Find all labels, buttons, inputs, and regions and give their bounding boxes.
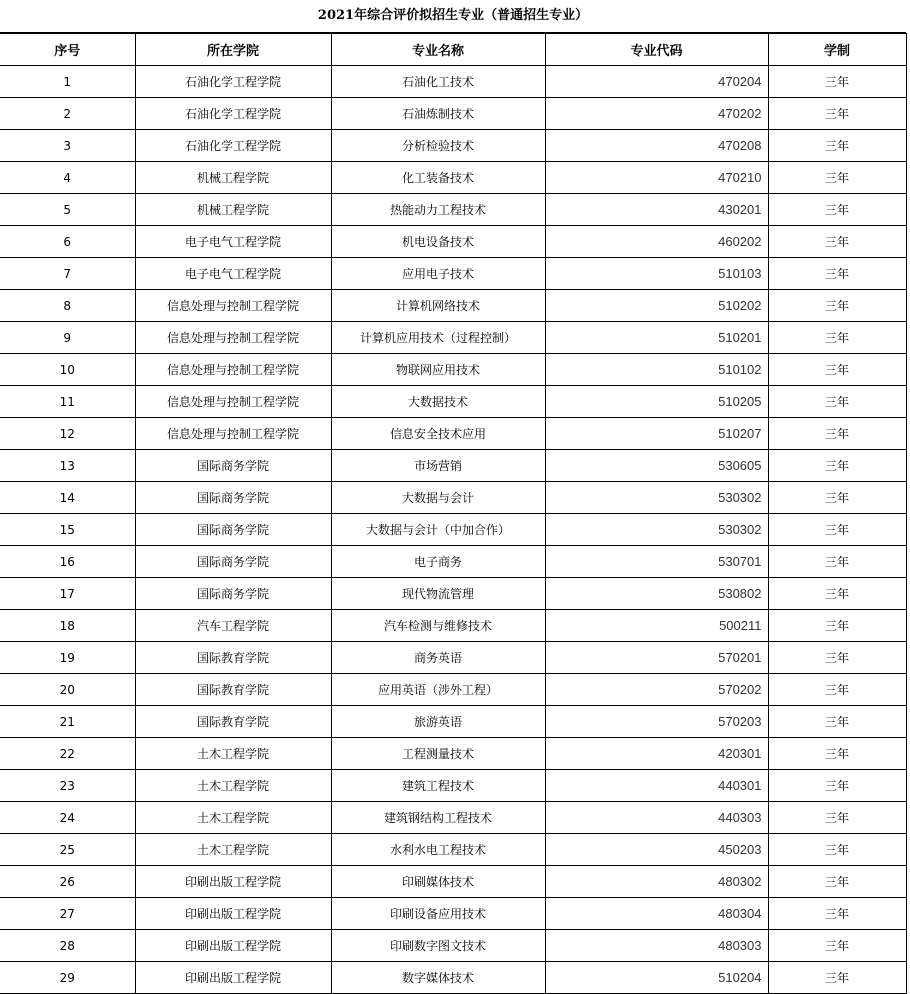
row-code-cell: 420301: [545, 738, 768, 770]
row-duration-cell: 三年: [768, 98, 906, 130]
row-college-cell: 机械工程学院: [135, 194, 331, 226]
row-college-cell: 土木工程学院: [135, 834, 331, 866]
row-duration-cell: 三年: [768, 322, 906, 354]
row-code-cell: 480302: [545, 866, 768, 898]
row-duration-cell: 三年: [768, 706, 906, 738]
row-index-cell: 4: [0, 162, 135, 194]
row-major-cell: 石油炼制技术: [331, 98, 545, 130]
row-code-cell: 470208: [545, 130, 768, 162]
row-duration-cell: 三年: [768, 642, 906, 674]
table-row: [0, 578, 906, 610]
row-major-cell: 物联网应用技术: [331, 354, 545, 386]
table-row: [0, 450, 906, 482]
row-duration-cell: 三年: [768, 898, 906, 930]
row-major-cell: 石油化工技术: [331, 66, 545, 98]
row-major-cell: 机电设备技术: [331, 226, 545, 258]
row-college-cell: 信息处理与控制工程学院: [135, 322, 331, 354]
table-row: [0, 738, 906, 770]
row-code-cell: 480304: [545, 898, 768, 930]
row-major-cell: 水利水电工程技术: [331, 834, 545, 866]
row-index-cell: 1: [0, 66, 135, 98]
row-major-cell: 大数据与会计（中加合作）: [331, 514, 545, 546]
row-college-cell: 汽车工程学院: [135, 610, 331, 642]
row-index-cell: 24: [0, 802, 135, 834]
row-duration-cell: 三年: [768, 66, 906, 98]
row-major-cell: 分析检验技术: [331, 130, 545, 162]
row-college-cell: 印刷出版工程学院: [135, 898, 331, 930]
row-code-cell: 510202: [545, 290, 768, 322]
row-duration-cell: 三年: [768, 482, 906, 514]
row-college-cell: 信息处理与控制工程学院: [135, 354, 331, 386]
row-major-cell: 数字媒体技术: [331, 962, 545, 994]
table-row: [0, 98, 906, 130]
table-row: [0, 194, 906, 226]
row-major-cell: 计算机应用技术（过程控制）: [331, 322, 545, 354]
row-code-cell: 530302: [545, 482, 768, 514]
row-duration-cell: 三年: [768, 546, 906, 578]
row-index-cell: 28: [0, 930, 135, 962]
row-major-cell: 现代物流管理: [331, 578, 545, 610]
row-college-cell: 国际教育学院: [135, 706, 331, 738]
table-row: [0, 130, 906, 162]
row-college-cell: 信息处理与控制工程学院: [135, 290, 331, 322]
table-row: [0, 290, 906, 322]
row-code-cell: 510204: [545, 962, 768, 994]
row-duration-cell: 三年: [768, 578, 906, 610]
row-code-cell: 440301: [545, 770, 768, 802]
row-major-cell: 印刷数字图文技术: [331, 930, 545, 962]
row-index-cell: 11: [0, 386, 135, 418]
row-code-cell: 470204: [545, 66, 768, 98]
row-major-cell: 印刷设备应用技术: [331, 898, 545, 930]
row-index-cell: 3: [0, 130, 135, 162]
row-college-cell: 信息处理与控制工程学院: [135, 418, 331, 450]
row-major-cell: 化工装备技术: [331, 162, 545, 194]
row-duration-cell: 三年: [768, 418, 906, 450]
row-code-cell: 530605: [545, 450, 768, 482]
table-row: [0, 546, 906, 578]
row-index-cell: 29: [0, 962, 135, 994]
table-row: [0, 674, 906, 706]
table-row: [0, 866, 906, 898]
row-major-cell: 印刷媒体技术: [331, 866, 545, 898]
row-duration-cell: 三年: [768, 226, 906, 258]
row-major-cell: 大数据与会计: [331, 482, 545, 514]
row-code-cell: 480303: [545, 930, 768, 962]
row-index-cell: 2: [0, 98, 135, 130]
row-college-cell: 印刷出版工程学院: [135, 866, 331, 898]
row-college-cell: 石油化学工程学院: [135, 98, 331, 130]
row-college-cell: 国际商务学院: [135, 578, 331, 610]
row-index-cell: 26: [0, 866, 135, 898]
row-code-cell: 470202: [545, 98, 768, 130]
row-code-cell: 570202: [545, 674, 768, 706]
row-college-cell: 土木工程学院: [135, 738, 331, 770]
row-major-cell: 汽车检测与维修技术: [331, 610, 545, 642]
table-row: [0, 930, 906, 962]
row-duration-cell: 三年: [768, 802, 906, 834]
row-index-cell: 17: [0, 578, 135, 610]
row-code-cell: 450203: [545, 834, 768, 866]
row-index-cell: 19: [0, 642, 135, 674]
table-row: [0, 610, 906, 642]
table-row: [0, 706, 906, 738]
row-code-cell: 460202: [545, 226, 768, 258]
row-code-cell: 530302: [545, 514, 768, 546]
row-major-cell: 旅游英语: [331, 706, 545, 738]
table-row: [0, 418, 906, 450]
row-index-cell: 21: [0, 706, 135, 738]
table-row: [0, 642, 906, 674]
row-index-cell: 12: [0, 418, 135, 450]
header-index: 序号: [0, 34, 135, 66]
header-college: 所在学院: [135, 34, 331, 66]
row-duration-cell: 三年: [768, 386, 906, 418]
row-index-cell: 27: [0, 898, 135, 930]
row-index-cell: 25: [0, 834, 135, 866]
row-code-cell: 440303: [545, 802, 768, 834]
row-index-cell: 5: [0, 194, 135, 226]
row-duration-cell: 三年: [768, 962, 906, 994]
row-duration-cell: 三年: [768, 354, 906, 386]
row-duration-cell: 三年: [768, 514, 906, 546]
row-college-cell: 机械工程学院: [135, 162, 331, 194]
row-college-cell: 国际教育学院: [135, 674, 331, 706]
row-major-cell: 建筑钢结构工程技术: [331, 802, 545, 834]
row-index-cell: 7: [0, 258, 135, 290]
table-row: [0, 834, 906, 866]
row-index-cell: 8: [0, 290, 135, 322]
row-major-cell: 信息安全技术应用: [331, 418, 545, 450]
row-duration-cell: 三年: [768, 674, 906, 706]
row-index-cell: 6: [0, 226, 135, 258]
table-row: [0, 770, 906, 802]
row-college-cell: 国际商务学院: [135, 482, 331, 514]
row-college-cell: 国际商务学院: [135, 546, 331, 578]
table-row: [0, 162, 906, 194]
row-code-cell: 510205: [545, 386, 768, 418]
row-duration-cell: 三年: [768, 450, 906, 482]
row-code-cell: 510102: [545, 354, 768, 386]
row-college-cell: 土木工程学院: [135, 770, 331, 802]
row-code-cell: 530802: [545, 578, 768, 610]
row-code-cell: 500211: [545, 610, 768, 642]
row-code-cell: 510201: [545, 322, 768, 354]
row-index-cell: 9: [0, 322, 135, 354]
row-major-cell: 商务英语: [331, 642, 545, 674]
row-college-cell: 国际教育学院: [135, 642, 331, 674]
majors-table: [0, 33, 907, 994]
row-major-cell: 应用电子技术: [331, 258, 545, 290]
row-index-cell: 23: [0, 770, 135, 802]
row-duration-cell: 三年: [768, 610, 906, 642]
row-duration-cell: 三年: [768, 834, 906, 866]
row-duration-cell: 三年: [768, 770, 906, 802]
row-college-cell: 土木工程学院: [135, 802, 331, 834]
table-row: [0, 802, 906, 834]
table-row: [0, 354, 906, 386]
row-major-cell: 工程测量技术: [331, 738, 545, 770]
row-code-cell: 570203: [545, 706, 768, 738]
row-duration-cell: 三年: [768, 194, 906, 226]
row-index-cell: 16: [0, 546, 135, 578]
row-duration-cell: 三年: [768, 258, 906, 290]
table-row: [0, 66, 906, 98]
row-college-cell: 信息处理与控制工程学院: [135, 386, 331, 418]
table-title: 2021年综合评价拟招生专业（普通招生专业）: [0, 0, 906, 33]
row-college-cell: 国际商务学院: [135, 450, 331, 482]
row-duration-cell: 三年: [768, 162, 906, 194]
table-row: [0, 898, 906, 930]
row-major-cell: 大数据技术: [331, 386, 545, 418]
row-college-cell: 电子电气工程学院: [135, 258, 331, 290]
row-college-cell: 印刷出版工程学院: [135, 962, 331, 994]
row-code-cell: 510103: [545, 258, 768, 290]
row-major-cell: 计算机网络技术: [331, 290, 545, 322]
row-college-cell: 石油化学工程学院: [135, 130, 331, 162]
row-index-cell: 14: [0, 482, 135, 514]
row-code-cell: 570201: [545, 642, 768, 674]
row-major-cell: 应用英语（涉外工程）: [331, 674, 545, 706]
table-row: [0, 386, 906, 418]
row-index-cell: 10: [0, 354, 135, 386]
row-duration-cell: 三年: [768, 930, 906, 962]
row-college-cell: 国际商务学院: [135, 514, 331, 546]
row-code-cell: 530701: [545, 546, 768, 578]
row-major-cell: 热能动力工程技术: [331, 194, 545, 226]
row-major-cell: 市场营销: [331, 450, 545, 482]
row-duration-cell: 三年: [768, 866, 906, 898]
header-duration: 学制: [768, 34, 906, 66]
row-duration-cell: 三年: [768, 738, 906, 770]
table-row: [0, 226, 906, 258]
row-index-cell: 22: [0, 738, 135, 770]
row-index-cell: 20: [0, 674, 135, 706]
row-duration-cell: 三年: [768, 290, 906, 322]
row-code-cell: 470210: [545, 162, 768, 194]
row-college-cell: 电子电气工程学院: [135, 226, 331, 258]
row-duration-cell: 三年: [768, 130, 906, 162]
row-college-cell: 石油化学工程学院: [135, 66, 331, 98]
row-college-cell: 印刷出版工程学院: [135, 930, 331, 962]
header-major: 专业名称: [331, 34, 545, 66]
row-code-cell: 510207: [545, 418, 768, 450]
row-index-cell: 13: [0, 450, 135, 482]
row-code-cell: 430201: [545, 194, 768, 226]
row-major-cell: 电子商务: [331, 546, 545, 578]
table-row: [0, 258, 906, 290]
table-row: [0, 482, 906, 514]
header-row: [0, 34, 906, 66]
table-row: [0, 322, 906, 354]
row-index-cell: 18: [0, 610, 135, 642]
table-row: [0, 514, 906, 546]
row-index-cell: 15: [0, 514, 135, 546]
header-code: 专业代码: [545, 34, 768, 66]
row-major-cell: 建筑工程技术: [331, 770, 545, 802]
